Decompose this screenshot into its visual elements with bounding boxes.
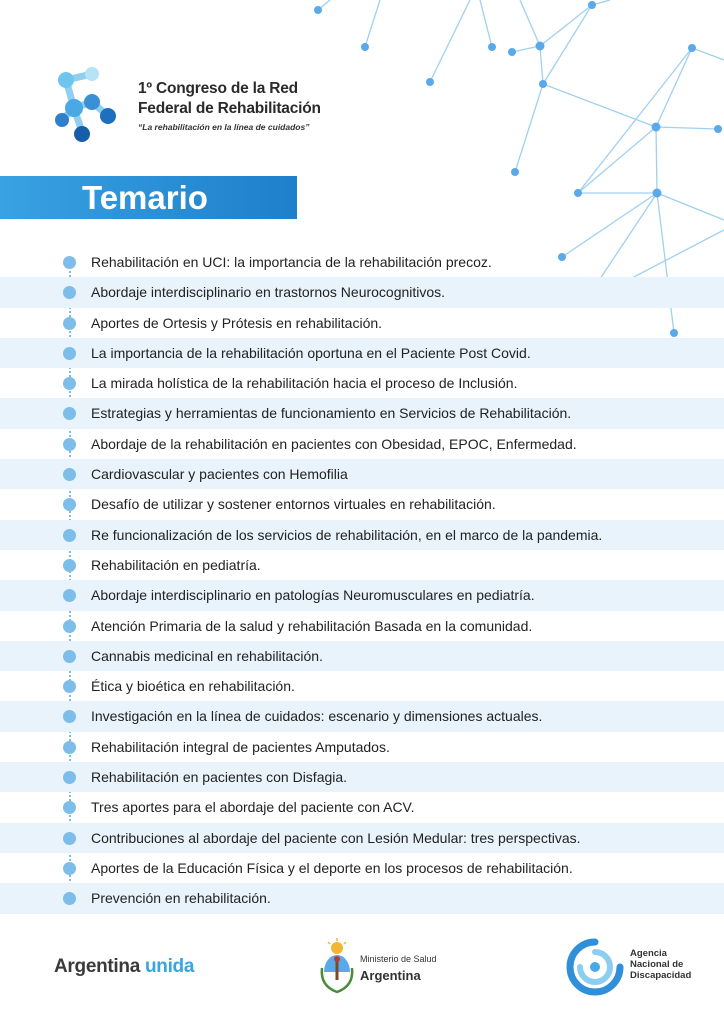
topic-text: Re funcionalización de los servicios de rehabilitación, en el marco de la pandemia. xyxy=(91,526,603,543)
andis-swirl-icon xyxy=(566,938,624,996)
topic-text: Rehabilitación en UCI: la importancia de la rehabilitación precoz. xyxy=(91,254,492,270)
ministerio-salud-logo xyxy=(318,938,478,998)
topic-text: Rehabilitación en pediatría. xyxy=(91,556,261,573)
bullet-dot-icon xyxy=(63,589,76,602)
topic-row xyxy=(0,429,724,459)
bullet-dot-icon xyxy=(63,892,76,905)
topic-text: Rehabilitación integral de pacientes Amputados. xyxy=(91,738,390,755)
topic-row xyxy=(0,459,724,489)
bullet-dot-icon xyxy=(63,771,76,784)
argentina-unida-word2: unida xyxy=(144,956,195,977)
topic-text: Cardiovascular y pacientes con Hemofilia xyxy=(91,466,348,483)
topic-text: Prevención en rehabilitación. xyxy=(91,890,271,907)
topic-text: Abordaje interdisciplinario en trastornos Neurocognitivos. xyxy=(91,284,446,301)
topic-row xyxy=(0,823,724,853)
topic-text: La importancia de la rehabilitación oportuna en el Paciente Post Covid. xyxy=(91,344,531,361)
topic-row xyxy=(0,671,724,701)
topic-row xyxy=(0,701,724,731)
topic-row xyxy=(0,550,724,580)
topic-text: Abordaje interdisciplinario en patologías Neuromusculares en pediatría. xyxy=(91,587,535,604)
topic-row xyxy=(0,489,724,519)
coat-of-arms-icon xyxy=(318,938,356,996)
topic-list xyxy=(0,247,724,914)
bullet-dot-icon xyxy=(63,680,76,693)
footer xyxy=(0,930,724,1010)
argentina-unida-logo xyxy=(54,956,194,978)
bullet-dot-icon xyxy=(63,620,76,633)
topic-row xyxy=(0,338,724,368)
bullet-dot-icon xyxy=(63,650,76,663)
ministerio-country: Argentina xyxy=(360,968,421,983)
topic-text: Atención Primaria de la salud y rehabilitación Basada en la comunidad. xyxy=(91,617,533,634)
molecule-logo-icon xyxy=(52,64,132,146)
topic-row xyxy=(0,792,724,822)
bullet-dot-icon xyxy=(63,468,76,481)
bullet-dot-icon xyxy=(63,832,76,845)
topic-text: Ética y bioética en rehabilitación. xyxy=(91,678,295,695)
topic-row xyxy=(0,580,724,610)
bullet-dot-icon xyxy=(63,407,76,420)
topic-row xyxy=(0,520,724,550)
title-band xyxy=(0,176,297,219)
andis-name: Agencia Nacional de Discapacidad xyxy=(630,948,692,981)
ministerio-label: Ministerio de Salud xyxy=(360,954,437,964)
bullet-dot-icon xyxy=(63,286,76,299)
topic-row xyxy=(0,611,724,641)
topic-text: Contribuciones al abordaje del paciente con Lesión Medular: tres perspectivas. xyxy=(91,829,581,846)
topic-text: Cannabis medicinal en rehabilitación. xyxy=(91,647,323,664)
topic-row xyxy=(0,398,724,428)
bullet-dot-icon xyxy=(63,347,76,360)
bullet-dot-icon xyxy=(63,710,76,723)
topic-row xyxy=(0,732,724,762)
bullet-dot-icon xyxy=(63,801,76,814)
bullet-dot-icon xyxy=(63,862,76,875)
bullet-dot-icon xyxy=(63,498,76,511)
topic-row xyxy=(0,641,724,671)
topic-text: Aportes de Ortesis y Prótesis en rehabilitación. xyxy=(91,314,383,331)
topic-text: Investigación en la línea de cuidados: escenario y dimensiones actuales. xyxy=(91,708,543,725)
logo-title-line2: Federal de Rehabilitación xyxy=(138,100,321,117)
page-title: Temario xyxy=(82,179,208,216)
andis-logo xyxy=(566,936,716,1000)
topic-text: Estrategias y herramientas de funcionamiento en Servicios de Rehabilitación. xyxy=(91,405,572,422)
topic-text: Desafío de utilizar y sostener entornos virtuales en rehabilitación. xyxy=(91,496,496,513)
topic-text: La mirada holística de la rehabilitación hacia el proceso de Inclusión. xyxy=(91,375,518,392)
argentina-unida-word1: Argentina xyxy=(54,956,140,977)
topic-row xyxy=(0,883,724,913)
logo-title-line1: 1º Congreso de la Red xyxy=(138,80,298,97)
bullet-dot-icon xyxy=(63,438,76,451)
topic-row xyxy=(0,277,724,307)
topic-row xyxy=(0,762,724,792)
bullet-dot-icon xyxy=(63,741,76,754)
bullet-dot-icon xyxy=(63,559,76,572)
topic-text: Aportes de la Educación Física y el deporte en los procesos de rehabilitación. xyxy=(91,859,573,876)
topic-row xyxy=(0,368,724,398)
bullet-dot-icon xyxy=(63,317,76,330)
bullet-dot-icon xyxy=(63,529,76,542)
logo-tagline: “La rehabilitación en la línea de cuidados” xyxy=(138,122,310,132)
bullet-dot-icon xyxy=(63,256,76,269)
topic-text: Tres aportes para el abordaje del paciente con ACV. xyxy=(91,799,415,816)
bullet-dot-icon xyxy=(63,377,76,390)
topic-row xyxy=(0,308,724,338)
topic-text: Abordaje de la rehabilitación en pacientes con Obesidad, EPOC, Enfermedad. xyxy=(91,435,577,452)
topic-row xyxy=(0,247,724,277)
congress-logo xyxy=(52,64,352,146)
topic-text: Rehabilitación en pacientes con Disfagia. xyxy=(91,769,348,786)
topic-row xyxy=(0,853,724,883)
